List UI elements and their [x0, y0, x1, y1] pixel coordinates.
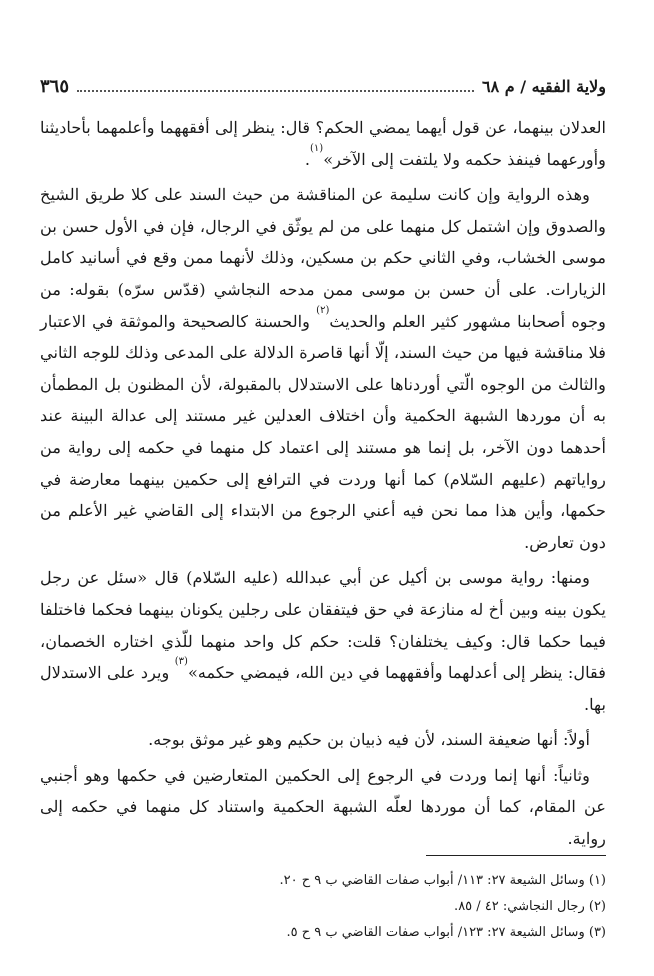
paragraph: أولاً: أنها ضعيفة السند، لأن فيه ذبيان بن حكيم وهو غير موثق بوجه. — [148, 730, 590, 750]
running-header — [40, 76, 606, 104]
footnote-ref: (١) — [310, 142, 324, 154]
footnote: (١) وسائل الشيعة ٢٧: ١١٣/ أبواب صفات القاضي ب ٩ ح ٢٠. — [279, 873, 606, 888]
footnote-ref: (٢) — [316, 304, 330, 316]
book-title: ولاية الفقيه / م ٦٨ — [481, 77, 606, 96]
paragraph: وهذه الرواية وإن كانت سليمة عن المناقشة من حيث السند على كلا طريق الشيخ والصدوق وإن اشتمل كل منهما على من لم يوثّق في الرجال، فإن في الأول حسن بن موسى الخشاب، وفي الثاني حكم بن مسكين، وذلك لأنهما ممن وقع في أسانيد كامل الزيارات. على أن حسن بن موسى ممن مدحه النجاشي (قدّس سرّه) بقوله: من وجوه أصحابنا مشهور كثير العلم والحديث$^{(٢)}$ والحسنة كالصحيحة والموثقة في الاعتبار فلا مناقشة فيها من حيث السند، إلّا أنها قاصرة الدلالة على المدعى وذلك للوجه الثاني والثالث من الوجوه الّتي أوردناها على الاستدلال بالمقبولة، لأن المظنون بل المطمأن به أن موردها الشبهة الحكمية وأن اختلاف العدلين غير مستند إلى عدالة البينة عند أحدهما دون الآخر، بل إنما هو مستند إلى اعتماد كل منهما في حكمه إلى رواية من رواياتهم (عليهم السّلام) كما أنها وردت في الترافع إلى حكمين بينهما معارضة في حكمها، وأين هذا مما نحن فيه أعني الرجوع من الابتداء إلى القاضي غير الأعلم من دون تعارض. — [40, 185, 606, 552]
footnote-ref: (٣) — [174, 656, 188, 668]
page-number: ٣٦٥ — [40, 76, 70, 97]
footnote-separator — [426, 855, 606, 856]
paragraph: وثانياً: أنها إنما وردت في الرجوع إلى الحكمين المتعارضين في حكمها وهو أجنبي عن المقام، كما أن موردها لعلّه الشبهة الحكمية واستناد كل منهما في حكمه إلى رواية. — [40, 765, 606, 849]
paragraph: العدلان بينهما، عن قول أيهما يمضي الحكم؟ قال: ينظر إلى أفقههما وأعلمهما بأحاديثنا وأورعهما فينفذ حكمه ولا يلتفت إلى الآخر»$^{(١)}$. — [40, 118, 606, 169]
leader-dots — [77, 76, 474, 92]
footnote: (٢) رجال النجاشي: ٤٢ / ٨٥. — [454, 899, 606, 914]
footnote: (٣) وسائل الشيعة ٢٧: ١٢٣/ أبواب صفات القاضي ب ٩ ح ٥. — [286, 925, 606, 940]
main-text — [40, 112, 606, 859]
paragraph: ومنها: رواية موسى بن أكيل عن أبي عبدالله (عليه السّلام) قال «سئل عن رجل يكون بينه وبين أخ له منازعة في حق فيتفقان على رجلين يكونان بينهما فحكما فاختلفا فيما حكما قال: وكيف يختلفان؟ قلت: حكم كل واحد منهما للّذي اختاره الخصمان، فقال: ينظر إلى أعدلهما وأفقههما في دين الله، فيمضي حكمه»$^{(٣)}$ ويرد على الاستدلال بها. — [40, 568, 606, 714]
